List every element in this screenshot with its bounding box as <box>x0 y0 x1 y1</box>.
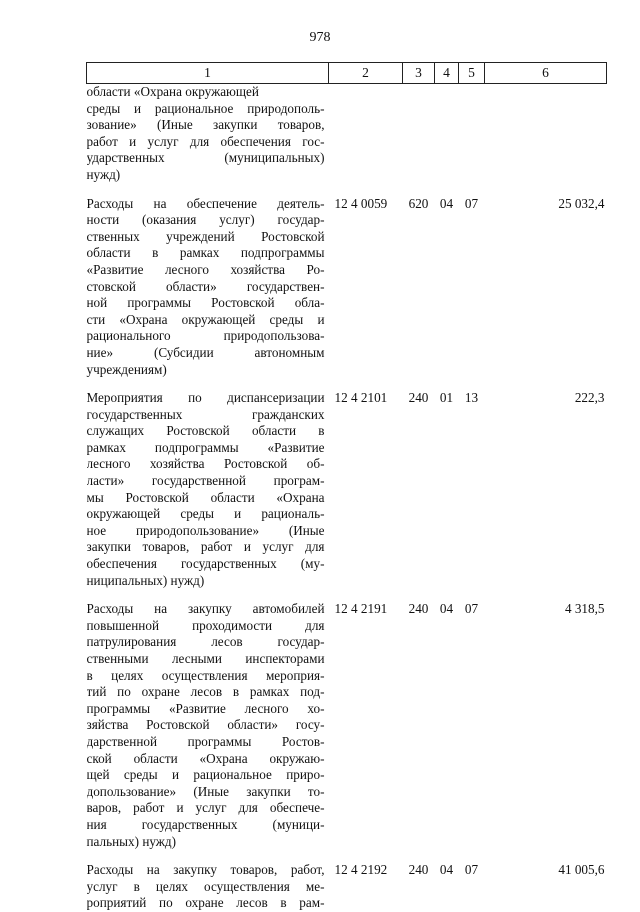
section-code <box>435 84 459 184</box>
row-description <box>87 862 329 912</box>
description-line: Расходы на закупку товаров, работ, <box>86 862 325 878</box>
subsection-code <box>459 84 485 184</box>
description-line: мы Ростовской области «Охрана <box>86 489 325 505</box>
amount-value: 41 005,6 <box>558 862 605 878</box>
description-line: зяйства Ростовской области» госу- <box>86 717 325 733</box>
description-line: программы «Развитие лесного хо- <box>86 700 325 716</box>
row-spacer <box>87 589 607 601</box>
description-line: среды и рациональное природополь- <box>86 100 325 116</box>
budget-code: 12 4 2192 <box>334 862 388 878</box>
description-line: Расходы на закупку автомобилей <box>86 601 325 617</box>
description-line: ударственных (муниципальных) <box>86 150 325 166</box>
column-header: 6 <box>485 63 607 84</box>
description-line: зование» (Иные закупки товаров, <box>86 117 325 133</box>
description-line: услуг в целях осуществления ме- <box>86 878 325 894</box>
description-line: щей среды и рациональное приро- <box>86 767 325 783</box>
description-line: тий по охране лесов в рамках под- <box>86 684 325 700</box>
table-header-row <box>87 63 607 84</box>
expense-type-code <box>403 84 435 184</box>
table-body <box>87 84 607 912</box>
subsection-code: 07 <box>464 601 479 617</box>
expense-type-code: 240 <box>408 862 429 878</box>
description-line: повышенной проходимости для <box>86 617 325 633</box>
description-line: сти «Охрана окружающей среды и <box>86 311 325 327</box>
column-header: 1 <box>87 63 329 84</box>
expense-type-code: 240 <box>408 390 429 406</box>
description-line: ственными лесными инспекторами <box>86 651 325 666</box>
budget-code: 12 4 2101 <box>334 390 388 406</box>
table-row <box>87 84 607 184</box>
description-line: допользование» (Иные закупки то- <box>86 783 325 799</box>
row-spacer <box>87 184 607 196</box>
description-line: ния государственных (муници- <box>86 816 325 832</box>
section-code: 04 <box>439 601 454 617</box>
page-number: 978 <box>309 30 331 45</box>
budget-code: 12 4 2191 <box>334 601 388 617</box>
expense-type-code: 620 <box>408 195 429 211</box>
subsection-code: 13 <box>464 390 479 406</box>
row-description <box>87 390 329 589</box>
table-row <box>87 601 607 850</box>
description-line: Мероприятия по диспансеризации <box>86 390 325 406</box>
column-header: 4 <box>435 63 459 84</box>
description-line: нужд) <box>86 166 121 182</box>
description-line: государственных гражданских <box>86 406 325 422</box>
budget-table <box>86 62 607 912</box>
subsection-code: 07 <box>464 862 479 878</box>
amount-value <box>485 84 607 184</box>
subsection-code: 07 <box>464 195 479 211</box>
description-line: стовской области» государствен- <box>86 278 325 294</box>
column-header: 5 <box>459 63 485 84</box>
budget-code <box>329 84 403 184</box>
description-line: области «Охрана окружающей <box>86 84 259 99</box>
budget-code: 12 4 0059 <box>334 195 388 211</box>
description-line: патрулирования лесов государ- <box>86 634 325 650</box>
amount-value: 4 318,5 <box>564 601 605 617</box>
section-code: 01 <box>439 390 454 406</box>
description-line: окружающей среды и рациональ- <box>86 506 325 522</box>
description-line: варов, работ и услуг для обеспече- <box>86 800 325 816</box>
section-code: 04 <box>439 862 454 878</box>
amount-value: 222,3 <box>574 390 605 406</box>
row-description <box>87 601 329 850</box>
description-line: ниципальных) нужд) <box>86 572 205 588</box>
description-line: служащих Ростовской области в <box>86 423 325 439</box>
description-line: ласти» государственной програм- <box>86 473 325 489</box>
description-line: ное природопользование» (Иные <box>86 522 325 538</box>
description-line: рамках подпрограммы «Развитие <box>86 439 325 455</box>
description-line: области в рамках подпрограммы <box>86 245 325 261</box>
row-description <box>87 84 329 184</box>
description-line: закупки товаров, работ и услуг для <box>86 539 325 555</box>
description-line: роприятий по охране лесов в рам- <box>86 895 325 911</box>
description-line: пальных) нужд) <box>86 833 177 849</box>
description-line: лесного хозяйства Ростовской об- <box>86 456 325 472</box>
expense-type-code: 240 <box>408 601 429 617</box>
description-line: обеспечения государственных (му- <box>86 556 325 572</box>
description-line: работ и услуг для обеспечения гос- <box>86 133 325 149</box>
column-header: 3 <box>403 63 435 84</box>
description-line: ской области «Охрана окружаю- <box>86 750 325 766</box>
description-line: в целях осуществления мероприя- <box>86 667 325 683</box>
section-code: 04 <box>439 195 454 211</box>
description-line: рационального природопользова- <box>86 328 325 344</box>
description-line: ственных учреждений Ростовской <box>86 228 325 244</box>
table-row <box>87 196 607 379</box>
row-spacer <box>87 378 607 390</box>
table-row <box>87 862 607 912</box>
table-row <box>87 390 607 589</box>
column-header: 2 <box>329 63 403 84</box>
description-line: ности (оказания услуг) государ- <box>86 212 325 228</box>
amount-value: 25 032,4 <box>558 195 605 211</box>
description-line: дарственной программы Ростов- <box>86 733 325 749</box>
description-line: «Развитие лесного хозяйства Ро- <box>86 261 325 277</box>
description-line: Расходы на обеспечение деятель- <box>86 195 325 211</box>
description-line: ной программы Ростовской обла- <box>86 295 325 311</box>
row-spacer <box>87 850 607 862</box>
description-line: учреждениям) <box>86 361 167 377</box>
description-line: ние» (Субсидии автономным <box>86 344 325 360</box>
row-description <box>87 196 329 379</box>
